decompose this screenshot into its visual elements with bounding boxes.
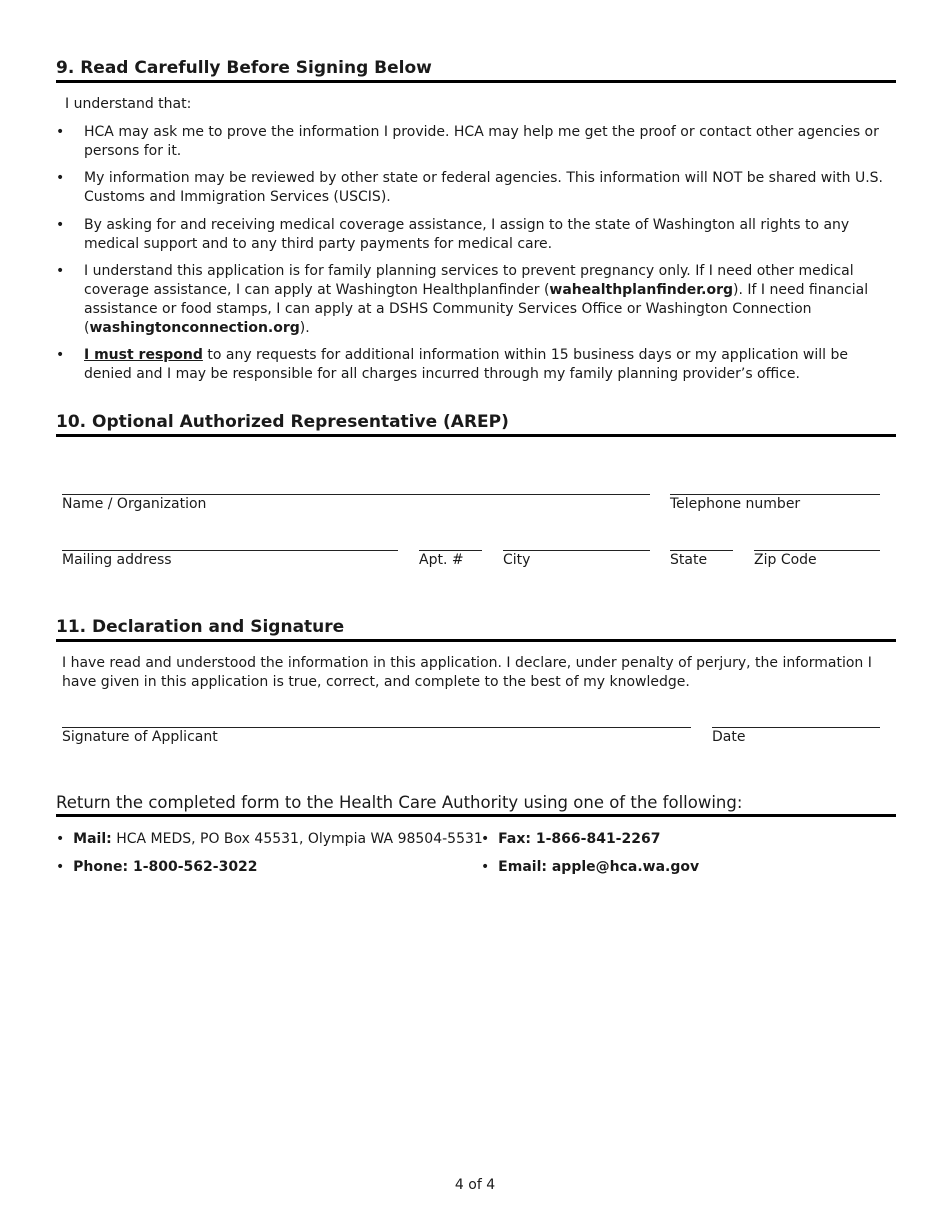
return-fax: • Fax: 1-866-841-2267 [481,831,661,847]
return-email: • Email: apple@hca.wa.gov [481,859,700,875]
intro-text: I understand that: [65,96,192,112]
phone-label: Telephone number [670,496,801,512]
email-link[interactable]: apple@hca.wa.gov [551,859,700,875]
section-9-heading: 9. Read Carefully Before Signing Below [56,58,896,83]
list-item: • I understand this application is for family planning services to prevent pregnancy only. If I need other medical coverage assistance, I can apply at Washington Healthplanfinder (wahealthplanfinder.org). If I need financial assistance or food stamps, I can apply at a DSHS Community Services Office or Washington Connection (washingtonconnection.org). [56,263,869,336]
city-label: City [503,552,531,568]
section-11-heading: 11. Declaration and Signature [56,617,896,642]
city-field[interactable] [503,550,650,551]
zip-label: Zip Code [754,552,817,568]
list-item: • HCA may ask me to prove the information I provide. HCA may help me get the proof or contact other agencies or persons for it. [56,124,879,159]
signature-field[interactable] [62,727,691,728]
return-phone: • Phone: 1-800-562-3022 [56,859,258,875]
declaration-text: I have read and understood the information in this application. I declare, under penalty of perjury, the information I have given in this application is true, correct, and complete to the best of my knowledge. [62,655,872,690]
phone-field[interactable] [670,494,880,495]
link-wahealthplanfinder[interactable]: wahealthplanfinder.org [549,282,734,298]
page-number: 4 of 4 [454,1177,496,1193]
section-10-heading: 10. Optional Authorized Representative (AREP) [56,412,896,437]
state-field[interactable] [670,550,733,551]
name-label: Name / Organization [62,496,207,512]
apt-label: Apt. # [419,552,464,568]
signature-label: Signature of Applicant [62,729,218,745]
apt-field[interactable] [419,550,482,551]
list-item: • By asking for and receiving medical coverage assistance, I assign to the state of Washington all rights to any medical support and to any third party payments for medical care. [56,217,850,252]
mailing-address-field[interactable] [62,550,398,551]
date-label: Date [712,729,746,745]
name-field[interactable] [62,494,650,495]
mailing-address-label: Mailing address [62,552,172,568]
state-label: State [670,552,708,568]
return-heading: Return the completed form to the Health Care Authority using one of the following: [56,793,896,817]
list-item: • I must respond to any requests for additional information within 15 business days or my application will be denied and I may be responsible for all charges incurred through my family planning provider’s office. [56,347,848,382]
return-mail: • Mail: HCA MEDS, PO Box 45531, Olympia WA 98504-5531 [56,831,483,847]
link-washingtonconnection[interactable]: washingtonconnection.org [89,320,300,336]
zip-field[interactable] [754,550,880,551]
date-field[interactable] [712,727,880,728]
list-item: • My information may be reviewed by other state or federal agencies. This information will NOT be shared with U.S. Customs and Immigration Services (USCIS). [56,170,883,205]
